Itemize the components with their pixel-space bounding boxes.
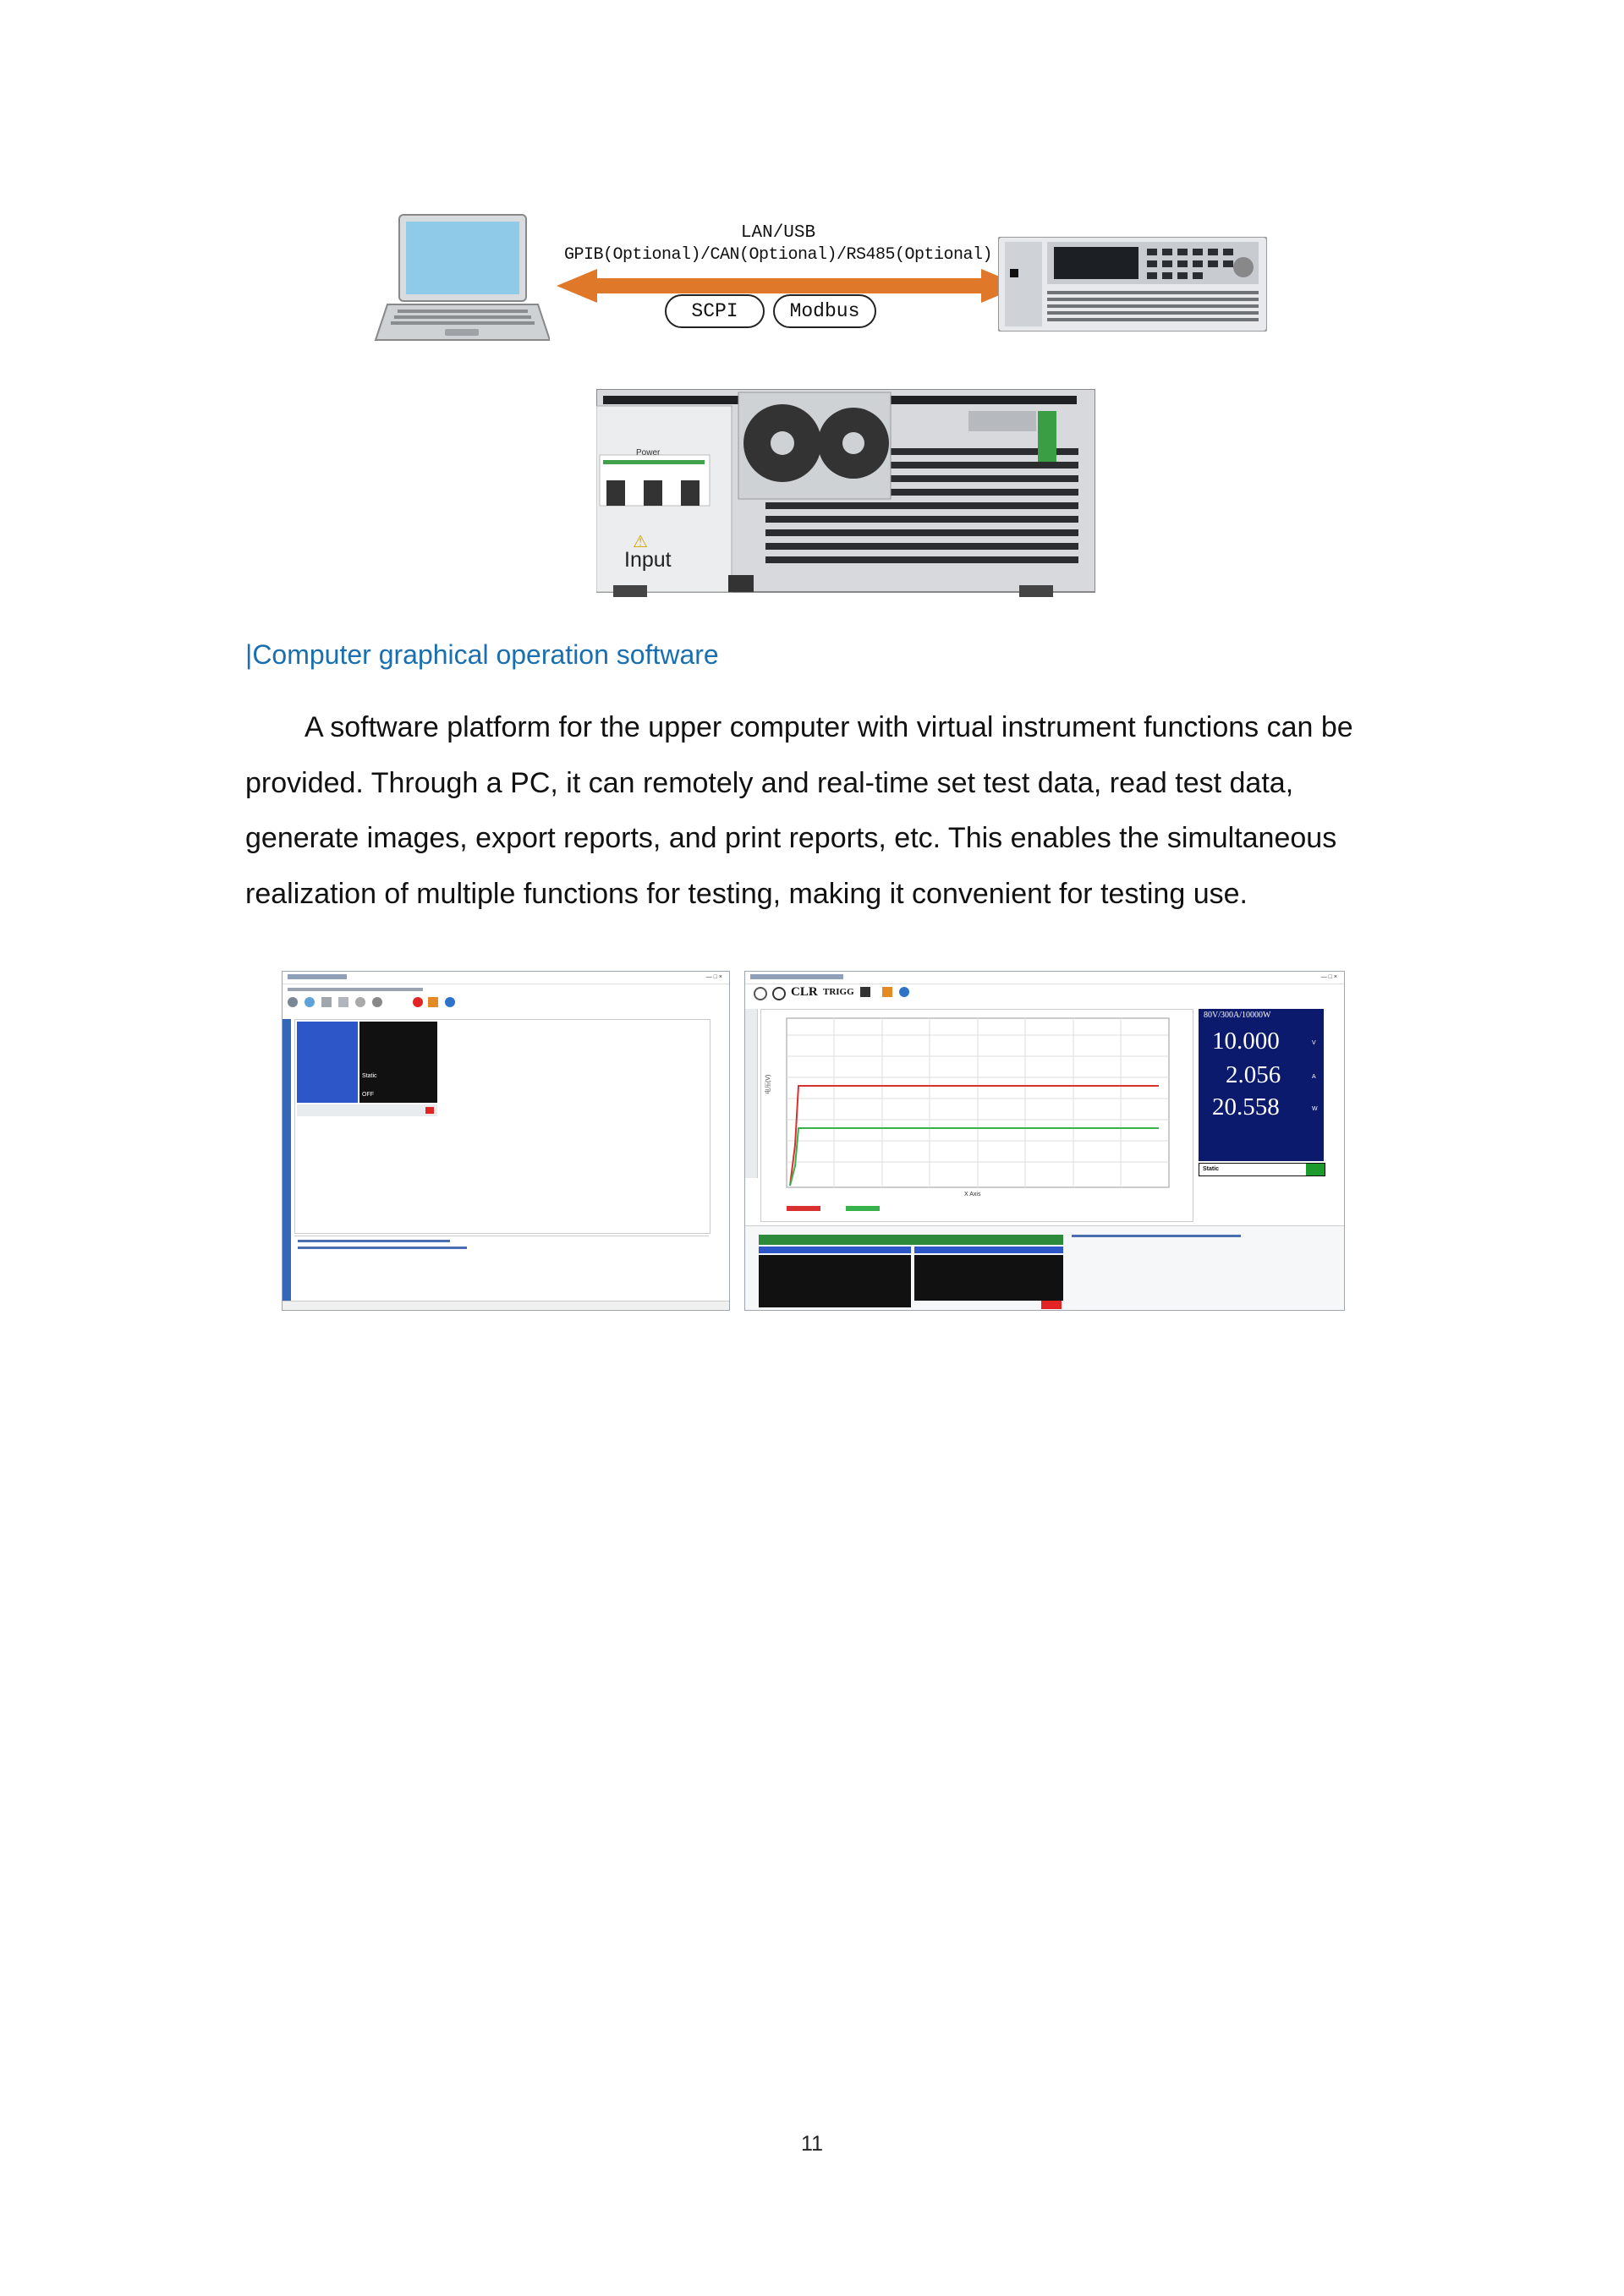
power-unit: W	[1312, 1106, 1318, 1112]
body-paragraph-text: A software platform for the upper computer with virtual instrument functions can be provided. Through a PC, it can remotely and real-time set test data, read test data, generate images, export reports, and print reports, etc. This enables the simultaneous realization of multiple functions for testing, making it convenient for testing use.	[245, 711, 1353, 910]
right-lower-panel	[745, 1225, 1344, 1311]
legend-current	[846, 1206, 880, 1211]
right-chart-panel	[760, 1009, 1193, 1222]
voltage-readout: 10.000	[1212, 1027, 1280, 1055]
scpi-badge: SCPI	[665, 294, 765, 328]
trigger-button[interactable]: TRIGG	[823, 987, 854, 997]
voltage-current-chart	[761, 1010, 1193, 1221]
left-software-screenshot	[282, 971, 730, 1311]
power-label: Power	[636, 448, 661, 458]
meter-display	[1199, 1009, 1324, 1161]
power-readout: 20.558	[1212, 1093, 1280, 1121]
right-toolbar	[750, 985, 1004, 1007]
page-number: 11	[801, 2132, 823, 2156]
set-button[interactable]	[1041, 1301, 1062, 1309]
laptop-illustration	[372, 213, 550, 348]
chart-x-label: X Axis	[964, 1192, 981, 1197]
left-side-strip	[283, 1019, 291, 1310]
modbus-badge: Modbus	[773, 294, 876, 328]
left-mode-value: Static	[362, 1073, 377, 1079]
left-state-value: OFF	[362, 1092, 374, 1098]
right-side-tabs[interactable]	[745, 1009, 758, 1178]
body-paragraph	[245, 700, 1396, 922]
warning-icon: ⚠	[633, 533, 651, 551]
left-main-panel	[294, 1019, 710, 1234]
chart-y-label: 电压(V)	[765, 1074, 771, 1094]
input-label: Input	[624, 548, 672, 572]
right-title-bar: — □ ×	[745, 972, 1344, 984]
left-param-labels	[297, 1022, 358, 1103]
left-title-bar: — □ ×	[283, 972, 729, 984]
legend-voltage	[787, 1206, 820, 1211]
clr-button[interactable]: CLR	[791, 985, 818, 999]
left-param-values	[359, 1022, 437, 1103]
connection-diagram	[372, 211, 1286, 355]
current-readout: 2.056	[1226, 1061, 1281, 1088]
left-menu-bar	[283, 984, 729, 995]
connection-line2: GPIB(Optional)/CAN(Optional)/RS485(Optional)	[563, 245, 993, 265]
connection-line1: LAN/USB	[740, 223, 816, 243]
section-title: |Computer graphical operation software	[245, 639, 719, 670]
left-toolbar	[288, 995, 491, 1014]
left-log-area	[294, 1236, 709, 1296]
power-supply-front-illustration	[998, 237, 1267, 332]
voltage-unit: V	[1312, 1040, 1316, 1046]
left-status-bar	[283, 1301, 729, 1310]
right-software-screenshot	[744, 971, 1345, 1311]
current-unit: A	[1312, 1074, 1316, 1080]
mode-label: Static	[1203, 1166, 1220, 1172]
device-spec: 80V/300A/10000W	[1204, 1011, 1271, 1020]
mode-bar	[1199, 1163, 1325, 1176]
left-control-strip	[297, 1104, 437, 1116]
